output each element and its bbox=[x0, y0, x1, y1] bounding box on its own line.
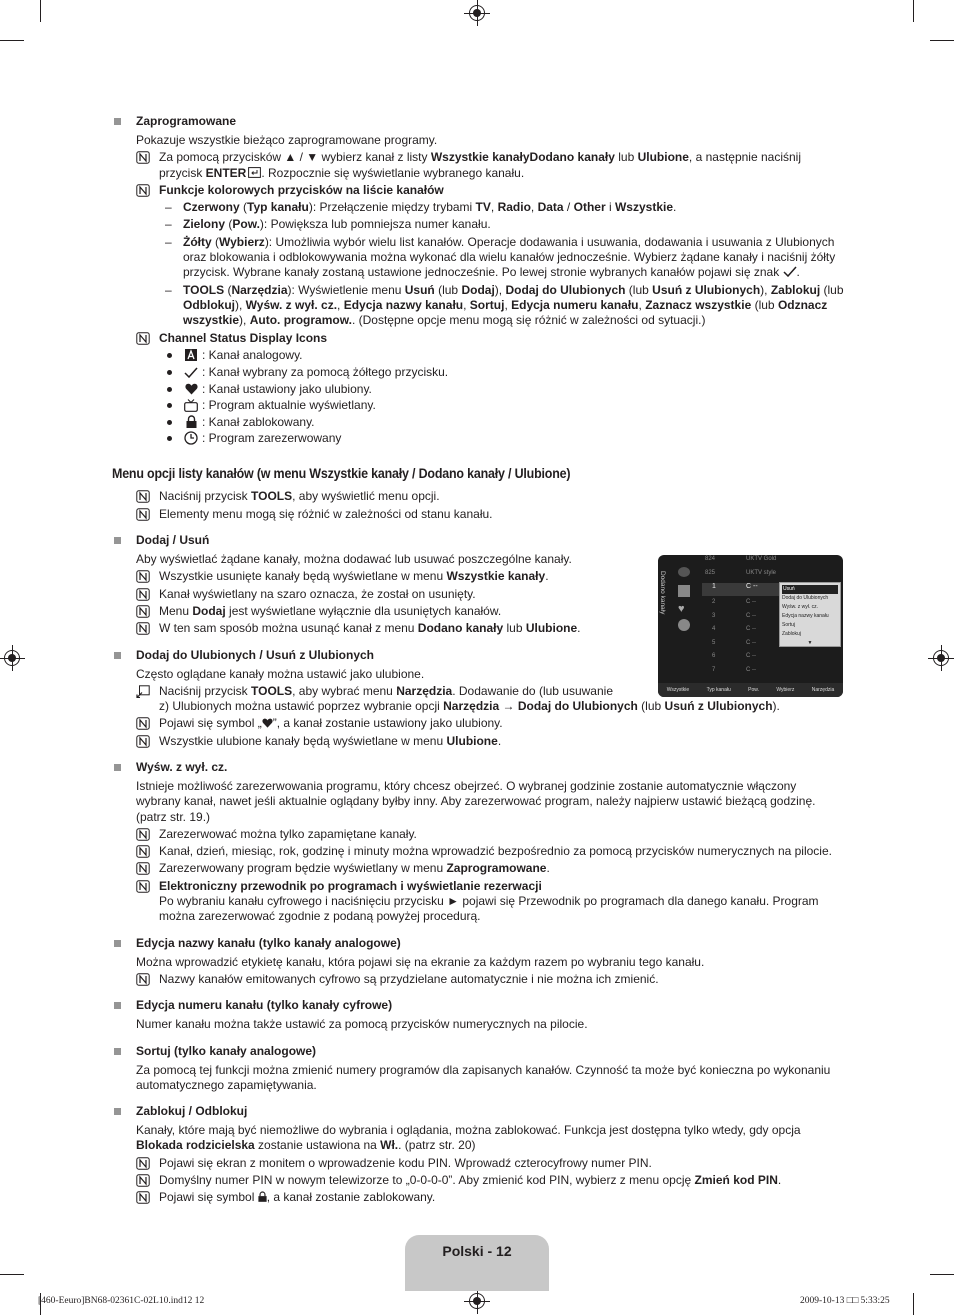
dash-item: – Czerwony (Typ kanału): Przełączenie między trybami TV, Radio, Data / Other i Wszystkie. bbox=[112, 200, 844, 215]
tv-menu-item: Sortuj bbox=[782, 622, 796, 628]
tv-menu-item: Zablokuj bbox=[782, 631, 801, 637]
print-timestamp: 2009-10-13 □□ 5:33:25 bbox=[800, 1296, 890, 1306]
section-body: Można wprowadzić etykietę kanału, która pojawi się na ekranie za każdym razem po wybraniu tego kanału. bbox=[136, 954, 705, 969]
lock-icon bbox=[184, 415, 198, 429]
print-slug: [460-Eeuro]BN68-02361C-02L10.ind12 12 bbox=[38, 1296, 205, 1306]
list-item: : Kanał ustawiony jako ulubiony. bbox=[112, 382, 844, 396]
dash-item: – Zielony (Pow.): Powiększa lub pomniejsza numer kanału. bbox=[112, 217, 844, 232]
check-icon bbox=[783, 266, 797, 277]
dash-item: – Żółty (Wybierz): Umożliwia wybór wielu list kanałów. Operacje dodawania i usuwania, dodawania i usuwania z Ulubionych oraz blokowania i odblokowywania można wykonać dla wielu kanałów jednocześnie. Wybierz żądane kanały i naciśnij żółty przycisk. Wybrane kanały zostaną ustawione jednocześnie. Po lewej stronie wybranych kanałów pojawi się znak . bbox=[112, 235, 844, 281]
note-icon bbox=[136, 717, 150, 730]
note-icon bbox=[136, 570, 150, 583]
crop-mark bbox=[913, 0, 914, 22]
section-title: Dodaj / Usuń bbox=[112, 533, 844, 547]
tv-channel-row: 825 UKTV style bbox=[705, 570, 777, 576]
list-item: : Program zarezerwowany bbox=[112, 431, 844, 445]
note-icon bbox=[136, 1174, 150, 1187]
tv-channel-row-selected: 1 C -- bbox=[702, 583, 780, 596]
note-icon bbox=[136, 973, 150, 986]
note-icon bbox=[136, 490, 150, 503]
section-body: Pokazuje wszystkie bieżąco zaprogramowane programy. bbox=[136, 133, 438, 147]
note: Elektroniczny przewodnik po programach i wyświetlanie rezerwacji Po wybraniu kanału cyfrowego i naciśnięciu przycisku ► pojawi się Przewodnik po programach dla danego kanału. Program można zarezerwować zgodnie z podaną powyżej procedurą. bbox=[112, 879, 844, 925]
tv-channel-row: 3 C -- bbox=[712, 613, 756, 619]
section-body: Numer kanału można także ustawić za pomocą przycisków numerycznych na pilocie. bbox=[136, 1017, 588, 1032]
tv-channel-row: 6 C -- bbox=[712, 653, 756, 659]
tv-button-label: Typ kanału bbox=[706, 687, 731, 693]
note: Pojawi się symbol , a kanał zostanie zablokowany. bbox=[112, 1190, 844, 1205]
note-icon bbox=[136, 151, 150, 164]
note: Kanał, dzień, miesiąc, rok, godzinę i minuty można wprowadzić bezpośrednio za pomocą przycisków numerycznych na pilocie. bbox=[112, 844, 844, 859]
crop-mark bbox=[0, 40, 24, 41]
crop-mark bbox=[40, 0, 41, 22]
tv-channel-row: 5 C -- bbox=[712, 640, 756, 646]
section-body: Za pomocą tej funkcji można zmienić numery programów dla zapisanych kanałów. Czynność ta może być konieczna po wykonaniu automatycznego zapamiętywania. bbox=[136, 1062, 831, 1092]
section-title: Zablokuj / Odblokuj bbox=[112, 1104, 844, 1118]
tv-menu-arrow-icon: ▼ bbox=[807, 640, 813, 646]
tv-menu-item: Wyśw. z wył. cz. bbox=[782, 604, 819, 610]
section-body: Kanały, które mają być niemożliwe do wybrania i oglądania, można zablokować. Funkcja jest dostępna tylko wtedy, gdy opcja Blokada rodzicielska zostanie ustawiona na Wł.. (patrz str. 20) bbox=[136, 1123, 801, 1153]
section-body: Istnieje możliwość zarezerwowania programu, który chcesz obejrzeć. O wybranej godzinie zostanie automatycznie włączony wybrany kanał, nawet jeśli aktualnie oglądany byłby inny. Aby zarezerwować program, należy najpierw ustawić bieżącą godzinę. (patrz str. 19.) bbox=[136, 778, 816, 824]
section-title: Edycja numeru kanału (tylko kanały cyfrowe) bbox=[112, 998, 844, 1012]
note: Domyślny numer PIN w nowym telewizorze to „0-0-0-0”. Aby zmienić kod PIN, wybierz z menu opcję Zmień kod PIN. bbox=[112, 1173, 844, 1188]
heart-icon bbox=[262, 718, 273, 728]
tv-button-label: Narzędzia bbox=[811, 687, 835, 693]
check-icon bbox=[184, 365, 198, 379]
note-icon bbox=[136, 735, 150, 748]
note: Naciśnij przycisk TOOLS, aby wyświetlić menu opcji. bbox=[112, 489, 844, 504]
note-icon bbox=[136, 588, 150, 601]
note-icon bbox=[136, 845, 150, 858]
note: Za pomocą przycisków ▲ / ▼ wybierz kanał z listy Wszystkie kanałyDodano kanały lub Ulubione, a następnie naciśnij przycisk ENTER . Rozpocznie się wyświetlanie wybranego kanału. bbox=[112, 150, 844, 181]
note-icon bbox=[136, 862, 150, 875]
tv-button-label: Wszystkie bbox=[666, 687, 690, 693]
note: Elementy menu mogą się różnić w zależności od stanu kanału. bbox=[112, 507, 844, 522]
note: W ten sam sposób można usunąć kanał z menu Dodano kanały lub Ulubione. bbox=[112, 621, 844, 636]
section-title: Sortuj (tylko kanały analogowe) bbox=[112, 1044, 844, 1058]
note: Nazwy kanałów emitowanych cyfrowo są przydzielane automatycznie i nie można ich zmienić. bbox=[112, 972, 844, 987]
note-icon bbox=[136, 1191, 150, 1204]
tv-side-icon bbox=[678, 567, 690, 577]
note: Channel Status Display Icons bbox=[112, 331, 844, 346]
section-title: Edycja nazwy kanału (tylko kanały analogowe) bbox=[112, 936, 844, 950]
note-icon bbox=[136, 880, 150, 893]
registration-mark-icon bbox=[468, 1292, 486, 1310]
note: Kanał wyświetlany na szaro oznacza, że został on usunięty. bbox=[112, 587, 844, 602]
heart-icon bbox=[184, 382, 198, 396]
note: Funkcje kolorowych przycisków na liście kanałów bbox=[112, 183, 844, 198]
tv-button-label: Pow. bbox=[748, 687, 759, 693]
tv-screen-illustration bbox=[658, 555, 843, 697]
note-icon bbox=[136, 508, 150, 521]
page-number-tab bbox=[405, 1235, 549, 1291]
analog-icon bbox=[184, 348, 198, 362]
section-body: Często oglądane kanały można ustawić jako ulubione. bbox=[136, 666, 425, 681]
section-title: Zaprogramowane bbox=[112, 114, 844, 128]
note-icon bbox=[136, 605, 150, 618]
crop-mark bbox=[0, 1274, 24, 1275]
crop-mark bbox=[913, 1293, 914, 1315]
tv-icon bbox=[184, 398, 198, 412]
note-icon bbox=[136, 332, 150, 345]
list-item: : Program aktualnie wyświetlany. bbox=[112, 398, 844, 412]
note: Menu Dodaj jest wyświetlane wyłącznie dla usuniętych kanałów. bbox=[112, 604, 844, 619]
tv-tools-menu bbox=[779, 582, 841, 647]
note: Wszystkie usunięte kanały będą wyświetlane w menu Wszystkie kanały. bbox=[112, 569, 844, 584]
lock-icon bbox=[258, 1191, 267, 1202]
clock-icon bbox=[184, 431, 198, 445]
tv-menu-item: Dodaj do Ulubionych bbox=[782, 595, 829, 601]
tv-button-label: Wybierz bbox=[776, 687, 795, 693]
section-body: Aby wyświetlać żądane kanały, można dodawać lub usuwać poszczególne kanały. bbox=[136, 552, 572, 567]
note-icon bbox=[136, 1157, 150, 1170]
tv-button-bar bbox=[658, 683, 843, 697]
tv-channel-row: 4 C -- bbox=[712, 626, 756, 632]
section-title: Dodaj do Ulubionych / Usuń z Ulubionych bbox=[112, 648, 844, 662]
registration-mark-icon bbox=[3, 649, 21, 667]
crop-mark bbox=[930, 40, 954, 41]
tv-menu-item: Usuń bbox=[782, 585, 838, 594]
note: Pojawi się ekran z monitem o wprowadzenie kodu PIN. Wprowadź czterocyfrowy numer PIN. bbox=[112, 1156, 844, 1171]
note-icon bbox=[136, 828, 150, 841]
section-heading: Menu opcji listy kanałów (w menu Wszystkie kanały / Dodano kanały / Ulubione) bbox=[112, 466, 571, 482]
tv-side-icon bbox=[678, 585, 690, 597]
list-item: : Kanał wybrany za pomocą żółtego przycisku. bbox=[112, 365, 844, 379]
tv-side-label: Dodano kanały bbox=[659, 571, 666, 615]
tv-channel-row: 824 UKTV Gold bbox=[705, 556, 777, 562]
tv-channel-row: 7 C -- bbox=[712, 667, 756, 673]
registration-mark-icon bbox=[932, 649, 950, 667]
note-icon bbox=[136, 184, 150, 197]
tv-side-icon bbox=[678, 619, 690, 631]
note: Wszystkie ulubione kanały będą wyświetlane w menu Ulubione. bbox=[112, 734, 844, 749]
crop-mark bbox=[930, 1274, 954, 1275]
tv-menu-item: Edycja nazwy kanału bbox=[782, 613, 829, 619]
note-icon bbox=[136, 622, 150, 635]
note: Pojawi się symbol „ ”, a kanał zostanie ustawiony jako ulubiony. bbox=[112, 716, 844, 731]
tv-channel-row: 2 C -- bbox=[712, 599, 756, 605]
list-item: : Kanał zablokowany. bbox=[112, 415, 844, 429]
tools-icon bbox=[136, 685, 150, 698]
page-number: Polski - 12 bbox=[442, 1243, 512, 1259]
registration-mark-icon bbox=[468, 4, 486, 22]
tv-side-icon: ♥ bbox=[678, 603, 685, 615]
note: Naciśnij przycisk TOOLS, aby wybrać menu Narzędzia. Dodawanie do (lub usuwanie z) Ulubionych można ustawić poprzez wybranie opcji Narzędzia → Dodaj do Ulubionych (lub Usuń z Ulubionych). bbox=[112, 684, 844, 715]
dash-item: – TOOLS (Narzędzia): Wyświetlenie menu Usuń (lub Dodaj), Dodaj do Ulubionych (lub Usuń z Ulubionych), Zablokuj (lub Odblokuj), Wyśw. z wył. cz., Edycja nazwy kanału, Sortuj, Edycja numeru kanału, Zaznacz wszystkie (lub Odznacz wszystkie), Auto. programow.. (Dostępne opcje menu mogą się różnić w zależności od sytuacji.) bbox=[112, 283, 844, 329]
section-title: Wyśw. z wył. cz. bbox=[112, 760, 844, 774]
note: Zarezerwowany program będzie wyświetlany w menu Zaprogramowane. bbox=[112, 861, 844, 876]
note: Zarezerwować można tylko zapamiętane kanały. bbox=[112, 827, 844, 842]
list-item: : Kanał analogowy. bbox=[112, 348, 844, 362]
enter-icon bbox=[248, 167, 261, 178]
